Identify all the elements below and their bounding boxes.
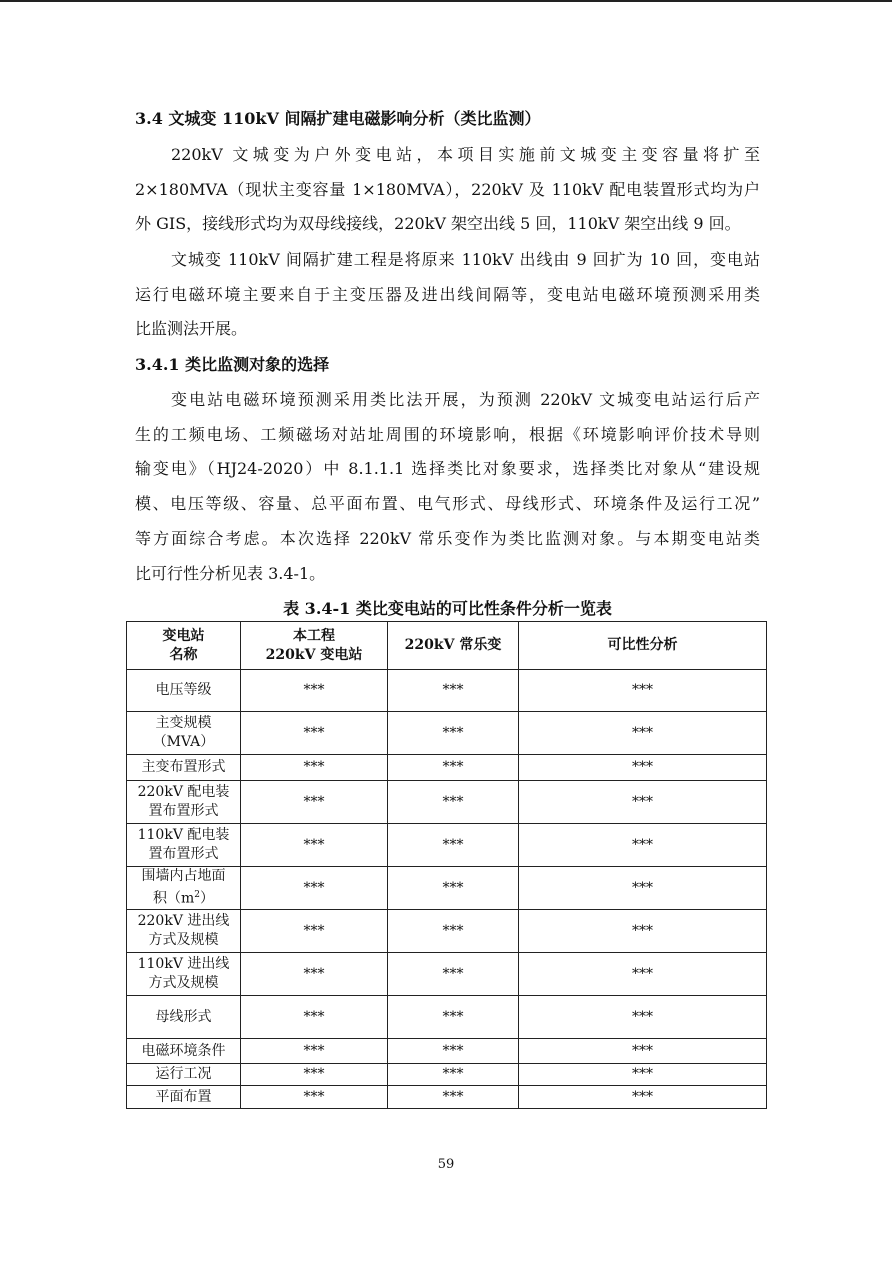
table-cell: *** [241, 953, 388, 996]
table-cell: *** [241, 996, 388, 1039]
row-label [127, 781, 241, 824]
table-cell: *** [241, 670, 388, 712]
row-label-text: 方式及规模 [148, 932, 219, 948]
row-label-text: 电磁环境条件 [141, 1042, 226, 1059]
table-row [127, 910, 767, 953]
table-row [127, 824, 767, 867]
row-label-text: 运行工况 [155, 1066, 212, 1082]
header-this-project [241, 622, 388, 670]
row-label-text: 电压等级 [155, 682, 212, 698]
table-cell: *** [241, 1039, 388, 1064]
page-top-border [0, 0, 892, 2]
paragraph-line: 等方面综合考虑。本次选择 220kV 常乐变作为类比监测对象。与本期变电站类 [135, 529, 760, 548]
row-label-text: （MVA） [152, 734, 215, 750]
row-label-text: 积（m [152, 890, 195, 907]
paragraph-line: 输变电》（HJ24-2020）中 8.1.1.1 选择类比对象要求，选择类比对象从“建设规 [135, 459, 760, 478]
superscript: 2 [194, 890, 200, 901]
table-cell: *** [241, 781, 388, 824]
table-cell: *** [241, 1064, 388, 1086]
row-label-text: 主变布置形式 [141, 759, 226, 775]
section-title: 3.4 文城变 110kV 间隔扩建电磁影响分析（类比监测） [135, 109, 541, 128]
row-label-text: 置布置形式 [148, 846, 219, 862]
row-label [127, 953, 241, 996]
table-row [127, 670, 767, 712]
paragraph-line: 文城变 110kV 间隔扩建工程是将原来 110kV 出线由 9 回扩为 10 回，变电站 [171, 250, 760, 269]
table-row [127, 781, 767, 824]
row-label-text: 围墙内占地面 [141, 868, 226, 885]
table-cell: *** [519, 1086, 767, 1109]
table-cell: *** [519, 712, 767, 755]
table-row [127, 867, 767, 910]
table-cell: *** [519, 670, 767, 712]
table-cell: *** [519, 1039, 767, 1064]
table-cell: *** [519, 910, 767, 953]
row-label-text [129, 886, 238, 909]
paragraph-line: 比监测法开展。 [135, 319, 248, 338]
header-text: 220kV 变电站 [265, 646, 363, 663]
row-label [127, 824, 241, 867]
header-text: 本工程 [293, 627, 335, 644]
row-label [127, 1086, 241, 1109]
table-row [127, 953, 767, 996]
row-label-text: ） [200, 890, 214, 907]
paragraph-line: 变电站电磁环境预测采用类比法开展，为预测 220kV 文城变电站运行后产 [171, 390, 760, 409]
table-cell: *** [519, 867, 767, 910]
table-cell: *** [519, 996, 767, 1039]
header-analysis: 可比性分析 [519, 622, 767, 670]
row-label-text: 220kV 配电装 [137, 784, 230, 800]
row-label-text: 110kV 进出线 [137, 956, 230, 972]
table-row [127, 755, 767, 781]
header-changle: 220kV 常乐变 [388, 622, 519, 670]
page-number: 59 [437, 1157, 455, 1172]
row-label-text: 220kV 进出线 [137, 913, 230, 929]
table-cell: *** [519, 781, 767, 824]
table-header-row [127, 622, 767, 670]
header-text: 名称 [169, 646, 198, 663]
row-label [127, 712, 241, 755]
table-cell: *** [519, 953, 767, 996]
paragraph-line: 运行电磁环境主要来自于主变压器及进出线间隔等，变电站电磁环境预测采用类 [135, 285, 760, 304]
row-label [127, 910, 241, 953]
row-label-text: 母线形式 [155, 1008, 212, 1025]
table-row [127, 1039, 767, 1064]
table-cell: *** [241, 824, 388, 867]
table-cell: *** [388, 1064, 519, 1086]
row-label [127, 1039, 241, 1064]
table-caption: 表 3.4-1 类比变电站的可比性条件分析一览表 [283, 599, 612, 618]
table-cell: *** [519, 1064, 767, 1086]
paragraph-line: 2×180MVA（现状主变容量 1×180MVA），220kV 及 110kV 配电装置形式均为户 [135, 180, 760, 199]
table-cell: *** [388, 1086, 519, 1109]
table-row [127, 712, 767, 755]
table-row [127, 996, 767, 1039]
row-label [127, 670, 241, 712]
header-text: 变电站 [162, 627, 205, 644]
paragraph-line: 比可行性分析见表 3.4-1。 [135, 564, 326, 583]
comparability-table [126, 621, 767, 1109]
row-label [127, 755, 241, 781]
table-cell: *** [519, 755, 767, 781]
row-label-text: 主变规模 [155, 715, 212, 731]
table-cell: *** [388, 824, 519, 867]
row-label [127, 1064, 241, 1086]
table-cell: *** [388, 781, 519, 824]
table-cell: *** [241, 867, 388, 910]
table-cell: *** [388, 910, 519, 953]
table-cell: *** [388, 755, 519, 781]
row-label-text: 置布置形式 [148, 803, 219, 819]
table-row [127, 1064, 767, 1086]
subsection-title: 3.4.1 类比监测对象的选择 [135, 355, 330, 374]
table-cell: *** [241, 910, 388, 953]
paragraph-line: 外 GIS，接线形式均为双母线接线，220kV 架空出线 5 回，110kV 架空出线 9 回。 [135, 214, 741, 233]
row-label-text: 平面布置 [155, 1088, 212, 1105]
table-cell: *** [519, 824, 767, 867]
table-cell: *** [388, 712, 519, 755]
paragraph-line: 生的工频电场、工频磁场对站址周围的环境影响，根据《环境影响评价技术导则 [135, 425, 760, 444]
table-cell: *** [388, 953, 519, 996]
table-row [127, 1086, 767, 1109]
paragraph-line: 220kV 文城变为户外变电站，本项目实施前文城变主变容量将扩至 [171, 145, 760, 164]
table-cell: *** [388, 996, 519, 1039]
table-cell: *** [388, 1039, 519, 1064]
table-cell: *** [241, 755, 388, 781]
table-cell: *** [241, 712, 388, 755]
header-station-name [127, 622, 241, 670]
row-label [127, 867, 241, 910]
row-label-text: 方式及规模 [148, 975, 219, 991]
paragraph-line: 模、电压等级、容量、总平面布置、电气形式、母线形式、环境条件及运行工况” [135, 494, 760, 513]
table-cell: *** [241, 1086, 388, 1109]
row-label [127, 996, 241, 1039]
table-cell: *** [388, 867, 519, 910]
row-label-text: 110kV 配电装 [137, 827, 230, 843]
table-cell: *** [388, 670, 519, 712]
